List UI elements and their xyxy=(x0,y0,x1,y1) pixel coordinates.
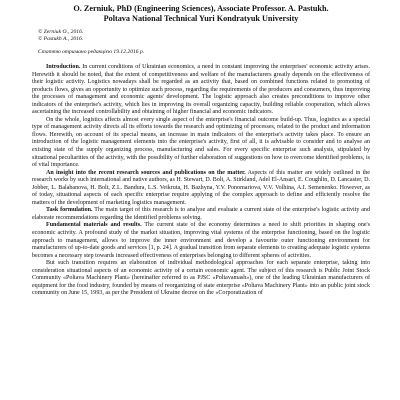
paragraph-text: But such transition requires an elaboration of individual methodological approaches for each separate enterprise, taking into consideration situational aspects of an economic activity of a certain economic agent. The subject of this research is Public Joint Stock Community «Poltava Machinery Plant» (hereinafter referred to as PJSC «Poltavamash»), one of the leading Ukrainian manufacturers of equipment for the food industry, founded by means of reorganizing of state enterprise «Poltava Machinery Plant» into an public joint stock community on June 15, 1993, as per the President of Ukraine decree on the «Corporatization of xyxy=(32,260,370,297)
body-paragraph xyxy=(32,222,370,260)
paragraph-heading: An insight into the recent research sources and publications on the matter. xyxy=(46,169,246,176)
body-paragraph xyxy=(32,64,370,117)
paragraph-heading: Fundamental materials and results. xyxy=(46,222,142,229)
paragraph-text: In current conditions of Ukrainian economics, a need in constant improving the enterprises' economic activity arises. Herewith it should be noted, that the extent of competitiveness and welfare of the manufacturers greatly depends on the effectiveness of their logistic activity. Logistics nowadays shall be regarded as an activity that, based on combined functions related to promoting of products flows, gives an opportunity to optimize such process, regarding the requirements of the producers and consumers, thus improving the processes of management and economic agents' development. The logistic approach also creates preconditions to improve other indicators of the enterprise's activity, which lies in improving its overall organizing capacity, building reliable cooperation, which allows ascertaining the increased controllability and obtaining of higher financial and economic indicators. xyxy=(32,64,370,116)
body-paragraph xyxy=(32,170,370,208)
body-paragraph xyxy=(32,260,370,298)
affiliation-line: Poltava National Technical Yuri Kondratyuk University xyxy=(103,14,299,23)
paragraph-text: Aspects of this matter are widely outlined in the research works by such international and native authors, as H. Stewart, D. Bolt, A. Stirkland, Adel El-Ansari, E. Coughlin, D. Lancaster, D. Jobber, L. Balabanova, H. Bolt, Z.L. Bandura, L.S. Veikruta, H. Bazhyna, Y.V. Ponomariova, V.V. Volhina, A.I. Semenenko. However, as of today, situational aspects of each specific enterprise require applying of the complex approach to define and efficiently resolve the matters of the development of marketing logistics management. xyxy=(32,169,370,206)
body-paragraph xyxy=(32,117,370,170)
copyright-line: © Pastukh A., 2016. xyxy=(38,36,84,42)
paragraph-heading: Task formulation. xyxy=(46,207,93,214)
paragraph-text: On the whole, logistics affects almost every single aspect of the enterprise's financial outcome build-up. Thus, logistics as a special type of management activity directs all its efforts towards the research and optimizing of processes, related to the product and information flows. Herewith, on account of its special means, an increase in main indicators of the enterprise's activity takes place. To ensure an introduction of the logistic management elements into the enterprise's activity, first of all, it is advisable to consider and to analyse an existing state of the supply organizing process, manufacturing and sales. For every specific enterprise such analysis, stipulated by situational peculiarities of the activity, with the possibility of further elaboration of suggestions on how to overcome identified problems, is of vital importance. xyxy=(32,116,370,169)
body-paragraph xyxy=(32,207,370,222)
paragraph-text: The main target of this research is to analyse and evaluate a current state of the enterprise's logistic activity and elaborate recommendations regarding the identified problems solving. xyxy=(32,207,370,221)
paragraph-heading: Introduction. xyxy=(46,64,81,70)
paragraph-text: The current state of the economy determines a need to shift priorities in shaping one's economic activity. A profound study of the market situation, improving vital systems of the enterprise functioning, based on the logistic approach to management, allows to improve the inner environment and develop a favourite outer functioning environment for manufacturers of up-to-date goods and services [1, p. 24]. A gradual transition from separate elements to creating adequate logistic systems becomes a necessary step towards increased effectiveness of enterprises belonging to different spheres of activities. xyxy=(32,222,370,259)
author-line: O. Zerniuk, PhD (Engineering Sciences), Associate Professor. A. Pastukh. xyxy=(73,4,329,13)
copyright-line: © Zerniuk O., 2016. xyxy=(38,29,84,35)
received-date-note: Статтю отримано редакцією 19.12.2016 р. xyxy=(38,49,145,55)
